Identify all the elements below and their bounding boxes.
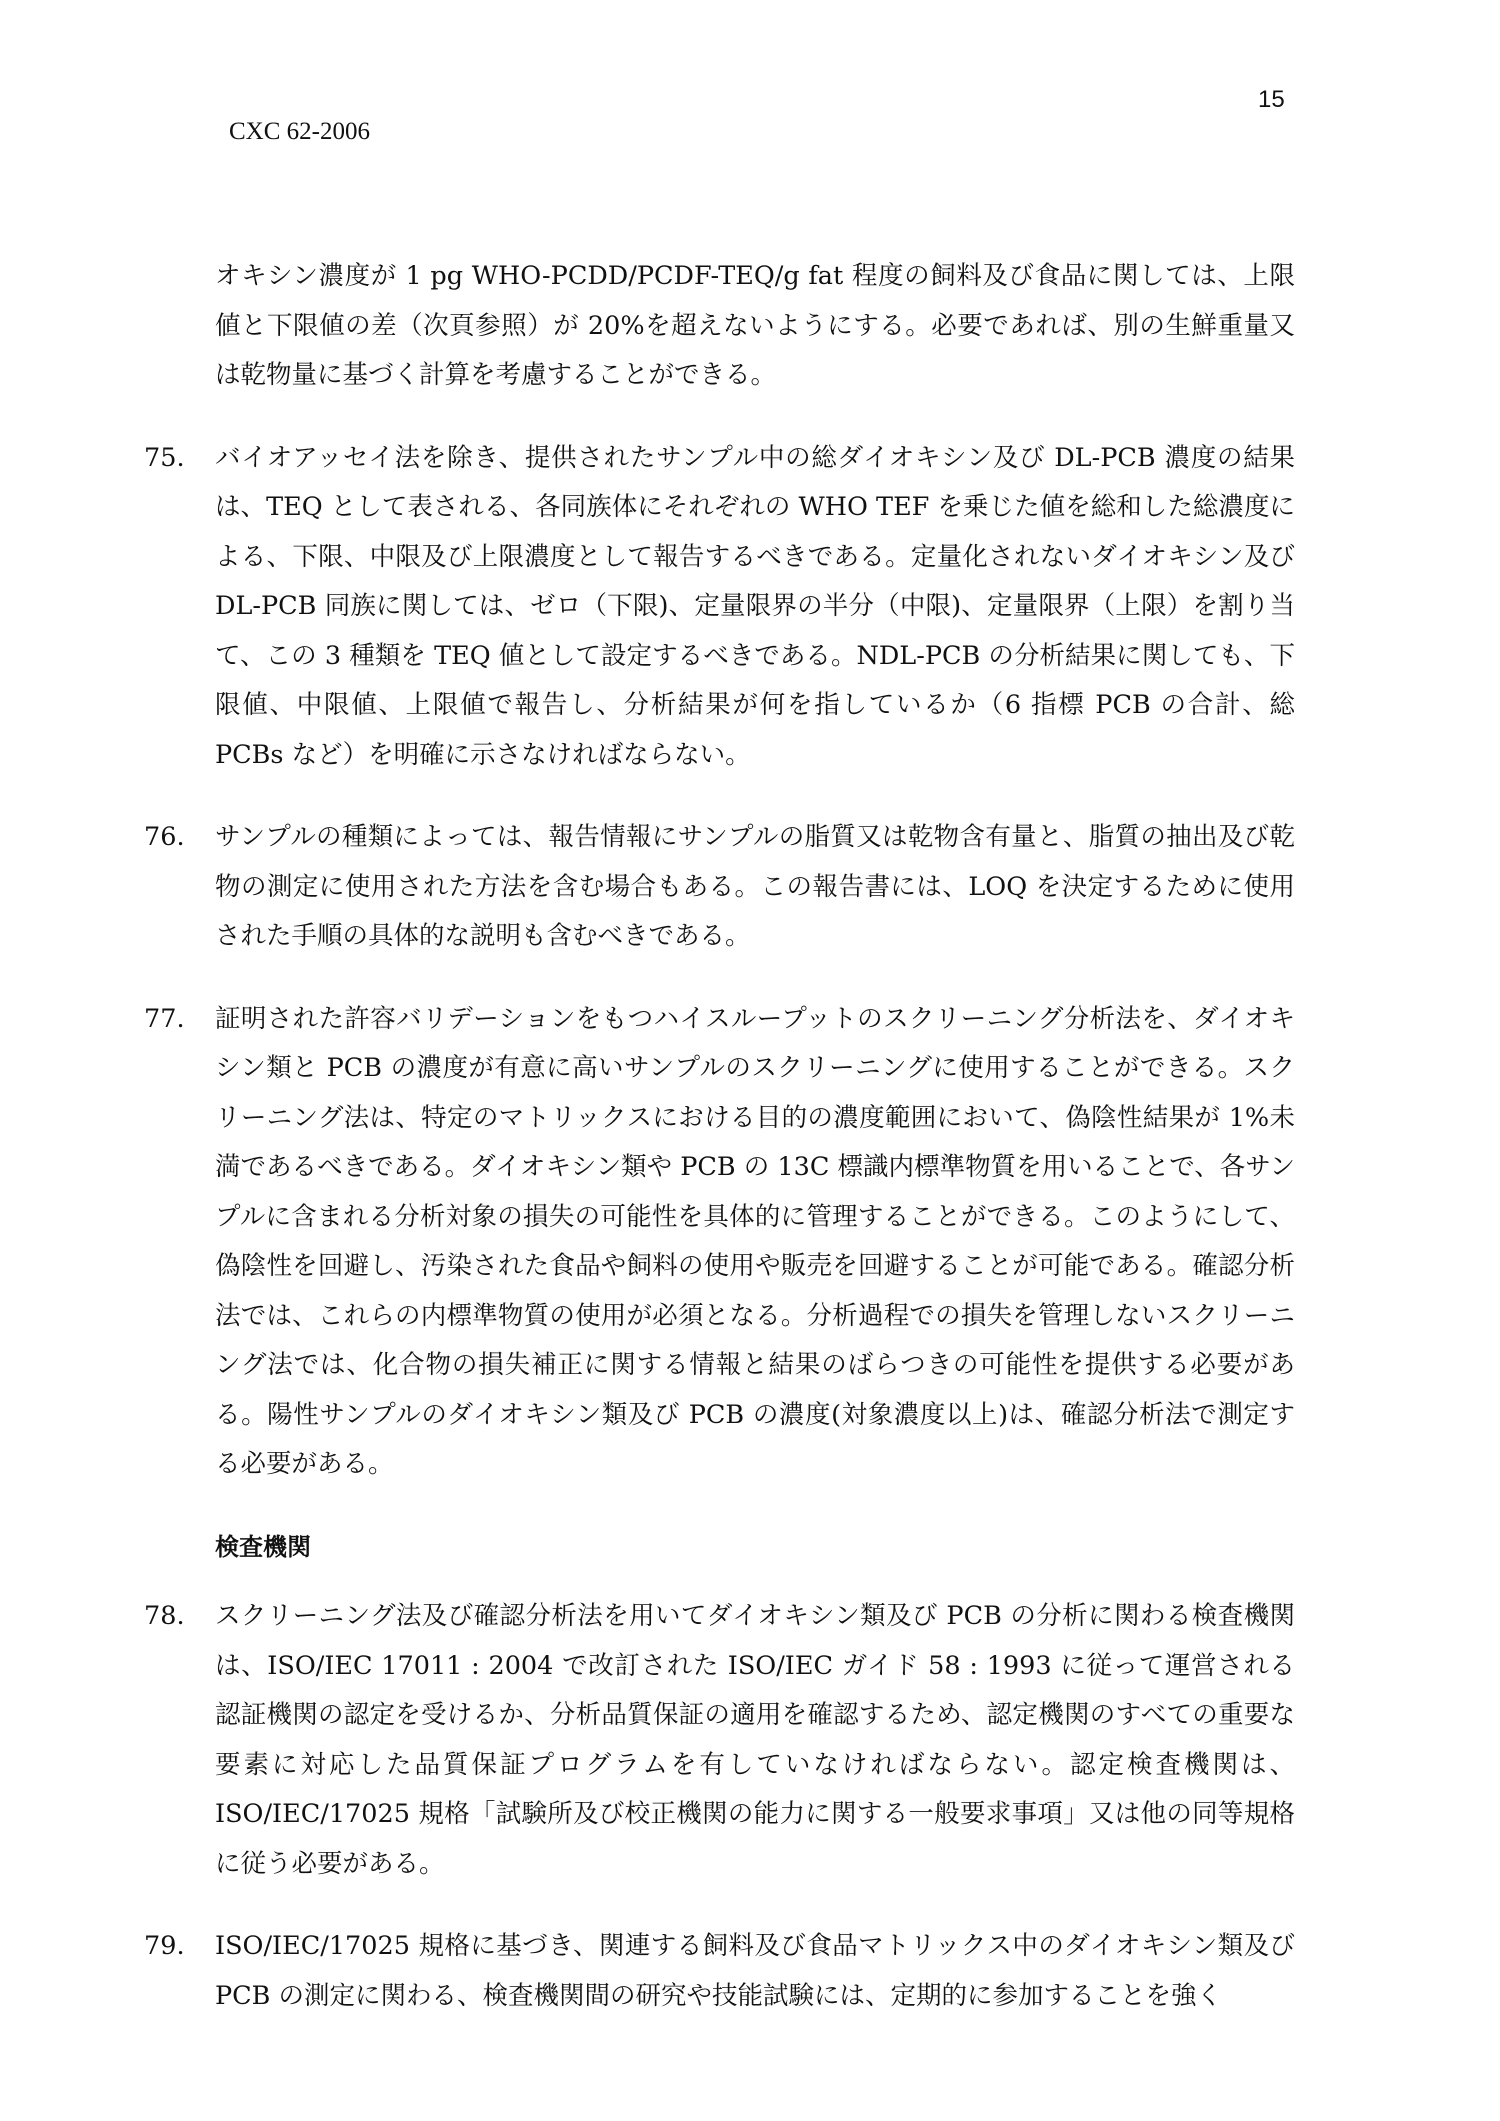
paragraph-number: 79.: [144, 1931, 185, 1961]
section-heading: 検査機関: [215, 1532, 311, 1561]
paragraph-text: サンプルの種類によっては、報告情報にサンプルの脂質又は乾物含有量と、脂質の抽出及び乾物の測定に使用された方法を含む場合もある。この報告書には、LOQ を決定するために使用された手順の具体的な説明も含むべきである。: [215, 822, 1295, 951]
paragraph-78: [144, 1592, 1295, 1889]
paragraph-76: [144, 813, 1295, 962]
paragraph-number: 76.: [144, 822, 185, 852]
paragraph-text: スクリーニング法及び確認分析法を用いてダイオキシン類及び PCB の分析に関わる検査機関は、ISO/IEC 17011 : 2004 で改訂された ISO/IEC ガイド 58 : 1993 に従って運営される認証機関の認定を受けるか、分析品質保証の適用を確認するため、認定機関のすべての重要な要素に対応した品質保証プログラムを有していなければならない。認定検査機関は、ISO/IEC/17025 規格「試験所及び校正機関の能力に関する一般要求事項」又は他の同等規格に従う必要がある。: [215, 1601, 1295, 1879]
paragraph-text: 証明された許容バリデーションをもつハイスループットのスクリーニング分析法を、ダイオキシン類と PCB の濃度が有意に高いサンプルのスクリーニングに使用することができる。スクリーニング法は、特定のマトリックスにおける目的の濃度範囲において、偽陰性結果が 1%未満であるべきである。ダイオキシン類や PCB の 13C 標識内標準物質を用いることで、各サンプルに含まれる分析対象の損失の可能性を具体的に管理することができる。このようにして、偽陰性を回避し、汚染された食品や飼料の使用や販売を回避することが可能である。確認分析法では、これらの内標準物質の使用が必須となる。分析過程での損失を管理しないスクリーニング法では、化合物の損失補正に関する情報と結果のばらつきの可能性を提供する必要がある。陽性サンプルのダイオキシン類及び PCB の濃度(対象濃度以上)は、確認分析法で測定する必要がある。: [215, 1003, 1295, 1479]
paragraph-number: 75.: [144, 442, 185, 473]
paragraph-text: ISO/IEC/17025 規格に基づき、関連する飼料及び食品マトリックス中のダイオキシン類及び PCB の測定に関わる、検査機関間の研究や技能試験には、定期的に参加することを強く: [215, 1931, 1295, 2011]
paragraph-number: 77.: [144, 1003, 185, 1034]
continued-paragraph: オキシン濃度が 1 pg WHO-PCDD/PCDF-TEQ/g fat 程度の飼料及び食品に関しては、上限値と下限値の差（次頁参照）が 20%を超えないようにする。必要であれば、別の生鮮重量又は乾物量に基づく計算を考慮することができる。: [215, 261, 1295, 390]
paragraph-79: [144, 1922, 1295, 2021]
paragraph-text: バイオアッセイ法を除き、提供されたサンプル中の総ダイオキシン及び DL-PCB 濃度の結果は、TEQ として表される、各同族体にそれぞれの WHO TEF を乗じた値を総和した総濃度による、下限、中限及び上限濃度として報告するべきである。定量化されないダイオキシン及び DL-PCB 同族に関しては、ゼロ（下限)、定量限界の半分（中限)、定量限界（上限）を割り当て、この 3 種類を TEQ 値として設定するべきである。NDL-PCB の分析結果に関しても、下限値、中限値、上限値で報告し、分析結果が何を指しているか（6 指標 PCB の合計、総 PCBs など）を明確に示さなければならない。: [215, 442, 1295, 770]
document-code: CXC 62-2006: [229, 118, 370, 145]
page-number: 15: [1258, 86, 1285, 113]
paragraph-75: [144, 434, 1295, 781]
paragraph-77: [144, 995, 1295, 1490]
document-body: [144, 252, 1295, 2054]
paragraph-number: 78.: [144, 1601, 185, 1631]
